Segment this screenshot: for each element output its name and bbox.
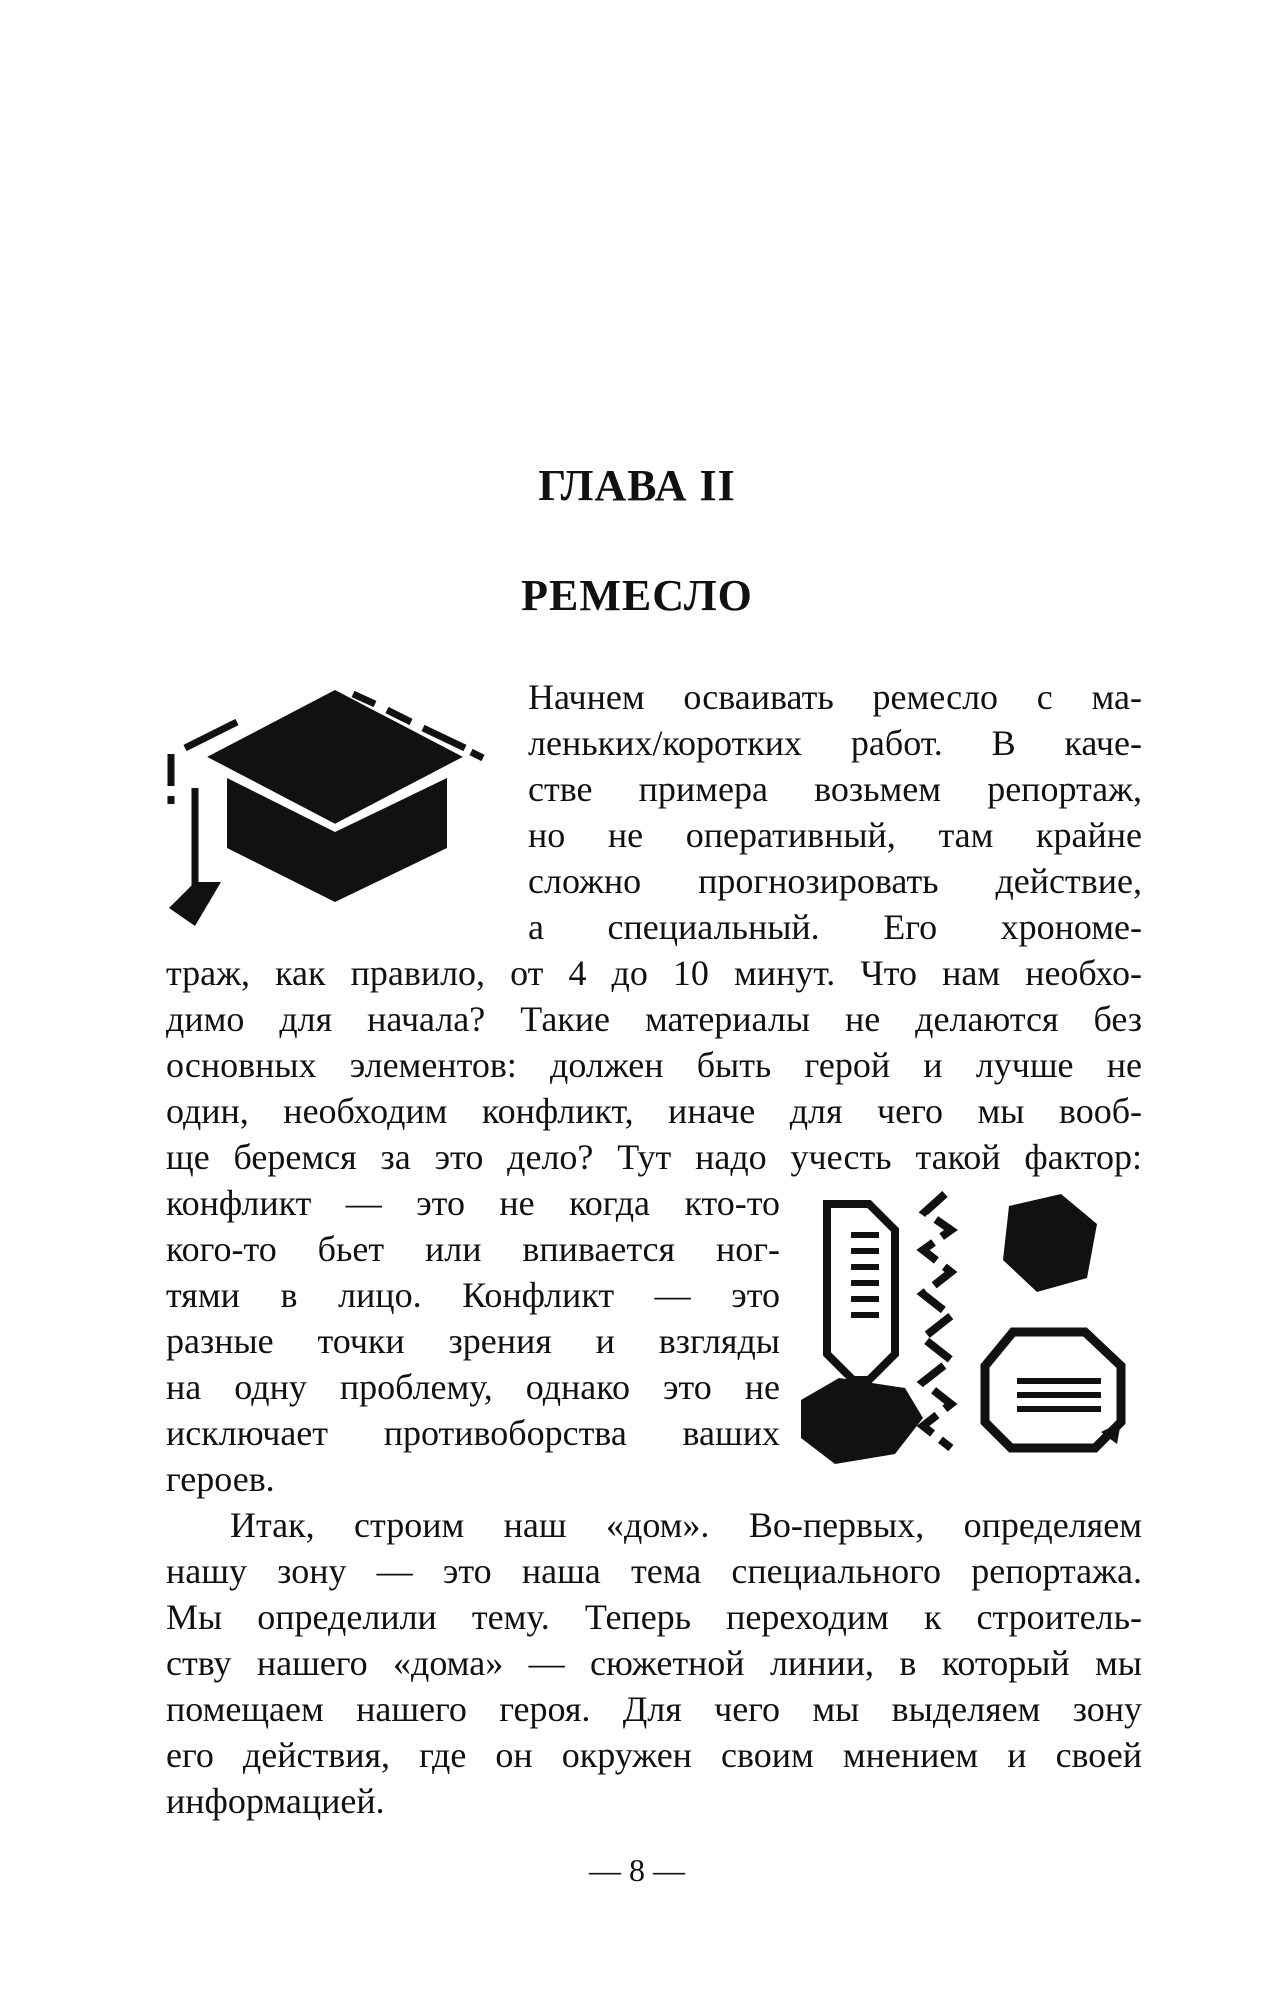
text-line: информацией. [166, 1781, 385, 1821]
text-line: ще беремся за это дело? Тут надо учесть такой фактор: [166, 1137, 1142, 1177]
text-line: нашу зону — это наша тема специального репортажа. [166, 1551, 1142, 1591]
text-line: основных элементов: должен быть герой и лучше не [166, 1045, 1142, 1085]
text-line: димо для начала? Такие материалы не делаются без [166, 999, 1142, 1039]
text-line: траж, как правило, от 4 до 10 минут. Что нам необхо- [166, 953, 1142, 993]
text-line: Начнем осваивать ремесло с ма- [528, 677, 1142, 717]
text-line: один, необходим конфликт, иначе для чего мы вооб- [166, 1091, 1142, 1131]
text-line: Мы определили тему. Теперь переходим к строитель- [166, 1597, 1142, 1637]
text-line: ству нашего «дома» — сюжетной линии, в который мы [166, 1643, 1142, 1683]
text-line: тями в лицо. Конфликт — это [166, 1275, 780, 1315]
text-line: а специальный. Его хрономе- [528, 907, 1142, 947]
text-line: конфликт — это не когда кто-то [166, 1183, 780, 1223]
text-line: на одну проблему, однако это не [166, 1367, 780, 1407]
text-line: леньких/коротких работ. В каче- [528, 723, 1142, 763]
text-line: сложно прогнозировать действие, [528, 861, 1142, 901]
text-line: стве примера возьмем репортаж, [528, 769, 1142, 809]
text-line: героев. [166, 1459, 275, 1499]
text-line: разные точки зрения и взгляды [166, 1321, 780, 1361]
chapter-title: РЕМЕСЛО [521, 571, 753, 620]
text-line: исключает противоборства ваших [166, 1413, 780, 1453]
graduation-cap-icon [165, 678, 505, 934]
text-line: кого-то бьет или впивается ног- [166, 1229, 780, 1269]
page-number: — 8 — [589, 1852, 685, 1888]
chapter-label: ГЛАВА II [538, 461, 736, 510]
text-line: его действия, где он окружен своим мнением и своей [166, 1735, 1142, 1775]
messages-collage-icon [795, 1182, 1141, 1472]
text-line: Итак, строим наш «дом». Во-первых, определяем [230, 1505, 1142, 1545]
text-line: но не оперативный, там крайне [528, 815, 1142, 855]
text-line: помещаем нашего героя. Для чего мы выделяем зону [166, 1689, 1142, 1729]
